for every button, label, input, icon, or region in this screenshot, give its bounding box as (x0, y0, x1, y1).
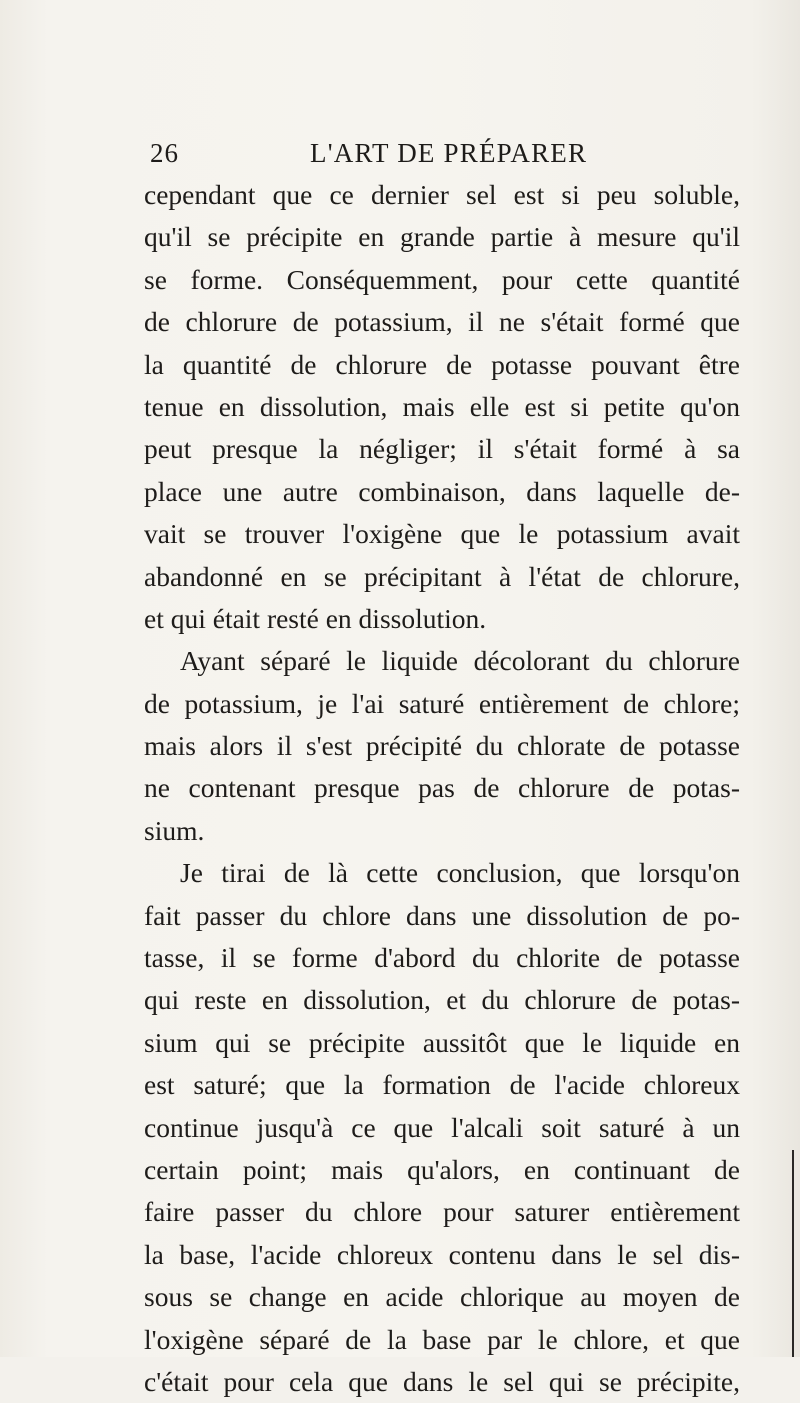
text-line: Je tirai de là cette conclusion, que lorsqu'on (180, 857, 740, 889)
text-line: faire passer du chlore pour saturer entièrement (144, 1196, 740, 1228)
text-line: et qui était resté en dissolution. (144, 602, 487, 634)
text-line: est saturé; que la formation de l'acide chloreux (144, 1069, 740, 1101)
text-line: tasse, il se forme d'abord du chlorite de potasse (144, 942, 740, 974)
text-line: la quantité de chlorure de potasse pouvant être (144, 348, 740, 380)
text-line: abandonné en se précipitant à l'état de chlorure, (144, 560, 740, 592)
text-line: de potassium, je l'ai saturé entièrement de chlore; (144, 687, 740, 719)
text-line: qu'il se précipite en grande partie à mesure qu'il (144, 221, 740, 253)
text-line: sous se change en acide chlorique au moyen de (144, 1281, 740, 1313)
text-line: l'oxigène séparé de la base par le chlore, et que (144, 1323, 740, 1355)
text-line: cependant que ce dernier sel est si peu soluble, (144, 179, 740, 210)
text-line: qui reste en dissolution, et du chlorure de potas- (144, 984, 740, 1016)
text-line: continue jusqu'à ce que l'alcali soit saturé à un (144, 1111, 740, 1143)
text-line: place une autre combinaison, dans laquelle de- (144, 475, 740, 507)
page-header (150, 138, 740, 172)
text-line: ne contenant presque pas de chlorure de potas- (144, 772, 740, 804)
text-line: Ayant séparé le liquide décolorant du chlorure (180, 645, 740, 677)
page-edge-shadow (792, 1150, 794, 1357)
text-line: vait se trouver l'oxigène que le potassium avait (144, 518, 740, 550)
page-number: 26 (150, 138, 179, 168)
text-line: la base, l'acide chloreux contenu dans le sel dis- (144, 1238, 740, 1270)
body-text (144, 174, 740, 1403)
text-line: tenue en dissolution, mais elle est si petite qu'on (144, 390, 740, 422)
text-line: c'était pour cela que dans le sel qui se précipite, (144, 1365, 740, 1397)
text-line: peut presque la négliger; il s'était formé à sa (144, 433, 740, 465)
text-line: mais alors il s'est précipité du chlorate de potasse (144, 730, 740, 762)
text-line: se forme. Conséquemment, pour cette quantité (144, 263, 740, 295)
text-line: de chlorure de potassium, il ne s'était formé que (144, 306, 740, 338)
text-line: sium. (144, 814, 205, 846)
text-line: fait passer du chlore dans une dissolution de po- (144, 899, 740, 931)
running-head: L'ART DE PRÉPARER (310, 138, 588, 168)
text-line: certain point; mais qu'alors, en continuant de (144, 1153, 740, 1185)
text-line: sium qui se précipite aussitôt que le liquide en (144, 1026, 740, 1058)
